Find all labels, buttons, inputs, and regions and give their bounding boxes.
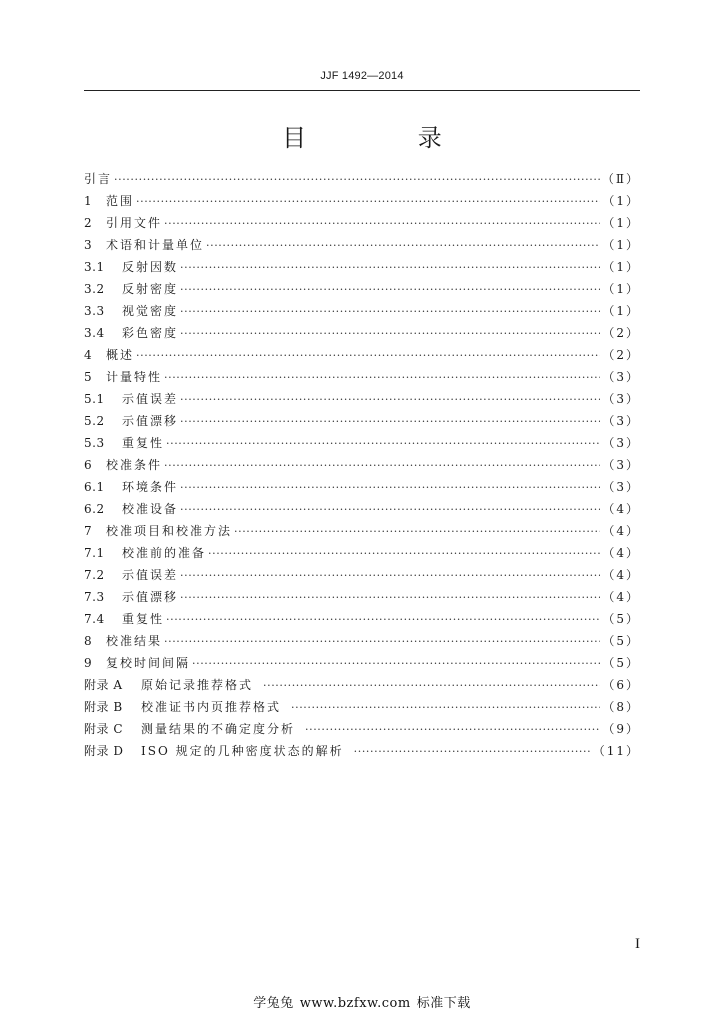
toc-entry-page: （9） bbox=[602, 722, 640, 736]
toc-entry-label: 校准项目和校准方法 bbox=[106, 524, 233, 538]
toc-entry-number: 5.2 bbox=[84, 414, 105, 428]
toc-entry-page: （4） bbox=[602, 502, 640, 516]
toc-entry-label: 校准前的准备 bbox=[122, 546, 207, 560]
toc-dot-leader bbox=[180, 499, 600, 521]
toc-entry[interactable] bbox=[84, 564, 640, 586]
toc-dot-leader bbox=[206, 235, 600, 257]
toc-entry[interactable] bbox=[84, 630, 640, 652]
toc-entry[interactable] bbox=[84, 454, 640, 476]
toc-dot-leader bbox=[180, 301, 600, 323]
toc-dot-leader bbox=[180, 587, 600, 609]
toc-entry-label: 重复性 bbox=[122, 436, 165, 450]
toc-entry-label: 环境条件 bbox=[122, 480, 179, 494]
toc-entry-number: 6.1 bbox=[84, 480, 105, 494]
toc-entry[interactable] bbox=[84, 520, 640, 542]
toc-entry-page: （1） bbox=[602, 304, 640, 318]
toc-dot-leader bbox=[291, 697, 600, 719]
toc-dot-leader bbox=[180, 257, 600, 279]
toc-entry-number: 5.1 bbox=[84, 392, 105, 406]
toc-entry[interactable] bbox=[84, 366, 640, 388]
toc-entry-label: 术语和计量单位 bbox=[106, 238, 205, 252]
toc-entry-label: 重复性 bbox=[122, 612, 165, 626]
watermark bbox=[0, 992, 724, 1011]
toc-entry[interactable] bbox=[84, 410, 640, 432]
toc-entry-label: 反射因数 bbox=[122, 260, 179, 274]
toc-entry-page: （4） bbox=[602, 546, 640, 560]
toc-entry-label: 示值误差 bbox=[122, 568, 179, 582]
toc-entry[interactable] bbox=[84, 212, 640, 234]
toc-entry-number: 4 bbox=[84, 348, 93, 362]
document-code-header: JJF 1492—2014 bbox=[320, 70, 404, 82]
toc-dot-leader bbox=[180, 389, 600, 411]
toc-entry-label: 原始记录推荐格式 bbox=[141, 678, 254, 692]
toc-dot-leader bbox=[164, 213, 600, 235]
toc-entry-label: 引言 bbox=[84, 172, 113, 186]
toc-entry-page: （2） bbox=[602, 348, 640, 362]
toc-dot-leader bbox=[305, 719, 600, 741]
toc-entry-page: （1） bbox=[602, 260, 640, 274]
toc-dot-leader bbox=[180, 323, 600, 345]
toc-entry-page: （1） bbox=[602, 216, 640, 230]
table-of-contents bbox=[84, 168, 640, 762]
toc-entry[interactable] bbox=[84, 190, 640, 212]
toc-entry-number: 3 bbox=[84, 238, 93, 252]
header-rule bbox=[84, 90, 640, 91]
toc-entry[interactable] bbox=[84, 278, 640, 300]
toc-entry[interactable] bbox=[84, 718, 640, 740]
toc-entry[interactable] bbox=[84, 740, 640, 762]
toc-entry[interactable] bbox=[84, 498, 640, 520]
toc-entry-label: 示值误差 bbox=[122, 392, 179, 406]
toc-dot-leader bbox=[192, 653, 600, 675]
toc-entry-page: （3） bbox=[602, 480, 640, 494]
toc-entry-number: 7.3 bbox=[84, 590, 105, 604]
toc-entry-number: 3.1 bbox=[84, 260, 105, 274]
toc-entry-page: （Ⅱ） bbox=[601, 172, 640, 186]
toc-entry-label: 校准证书内页推荐格式 bbox=[141, 700, 282, 714]
toc-dot-leader bbox=[136, 191, 600, 213]
toc-dot-leader bbox=[180, 477, 600, 499]
toc-entry-page: （3） bbox=[602, 458, 640, 472]
toc-entry-page: （3） bbox=[602, 436, 640, 450]
toc-dot-leader bbox=[164, 455, 600, 477]
toc-entry[interactable] bbox=[84, 432, 640, 454]
toc-entry-label: 视觉密度 bbox=[122, 304, 179, 318]
toc-entry-label: 校准结果 bbox=[106, 634, 163, 648]
toc-entry-number: 3.2 bbox=[84, 282, 105, 296]
toc-entry-label: 校准条件 bbox=[106, 458, 163, 472]
toc-entry-label: 反射密度 bbox=[122, 282, 179, 296]
toc-entry[interactable] bbox=[84, 652, 640, 674]
toc-entry-number: 3.4 bbox=[84, 326, 105, 340]
toc-dot-leader bbox=[166, 433, 600, 455]
toc-entry-label: ISO 规定的几种密度状态的解析 bbox=[141, 744, 344, 758]
toc-entry[interactable] bbox=[84, 586, 640, 608]
toc-dot-leader bbox=[180, 411, 600, 433]
toc-entry[interactable] bbox=[84, 344, 640, 366]
toc-entry-number: 附录 C bbox=[84, 722, 123, 736]
toc-dot-leader bbox=[136, 345, 600, 367]
toc-dot-leader bbox=[114, 169, 600, 191]
toc-entry[interactable] bbox=[84, 696, 640, 718]
toc-entry-number: 附录 B bbox=[84, 700, 123, 714]
toc-entry-label: 校准设备 bbox=[122, 502, 179, 516]
toc-entry-page: （2） bbox=[602, 326, 640, 340]
toc-entry-number: 1 bbox=[84, 194, 93, 208]
toc-entry-page: （4） bbox=[602, 590, 640, 604]
toc-entry-page: （5） bbox=[602, 634, 640, 648]
toc-entry-label: 概述 bbox=[106, 348, 135, 362]
watermark-left-text: 学兔兔 bbox=[253, 996, 294, 1011]
toc-dot-leader bbox=[164, 367, 600, 389]
toc-entry[interactable] bbox=[84, 476, 640, 498]
toc-dot-leader bbox=[354, 741, 591, 763]
toc-entry[interactable] bbox=[84, 234, 640, 256]
toc-entry-number: 5.3 bbox=[84, 436, 105, 450]
toc-entry-page: （5） bbox=[602, 656, 640, 670]
watermark-right-text: 标准下载 bbox=[416, 996, 471, 1011]
toc-entry-number: 3.3 bbox=[84, 304, 105, 318]
toc-entry-label: 测量结果的不确定度分析 bbox=[141, 722, 296, 736]
toc-entry-page: （4） bbox=[602, 568, 640, 582]
toc-dot-leader bbox=[166, 609, 600, 631]
toc-entry-page: （4） bbox=[602, 524, 640, 538]
toc-entry-label: 示值漂移 bbox=[122, 414, 179, 428]
toc-entry-number: 7.1 bbox=[84, 546, 105, 560]
toc-entry-number: 5 bbox=[84, 370, 93, 384]
toc-entry-label: 计量特性 bbox=[106, 370, 163, 384]
toc-entry-number: 6 bbox=[84, 458, 93, 472]
toc-entry-page: （1） bbox=[602, 282, 640, 296]
toc-entry[interactable] bbox=[84, 168, 640, 190]
toc-dot-leader bbox=[180, 279, 600, 301]
toc-dot-leader bbox=[263, 675, 600, 697]
toc-entry-number: 附录 A bbox=[84, 678, 123, 692]
toc-entry-page: （3） bbox=[602, 414, 640, 428]
toc-dot-leader bbox=[208, 543, 600, 565]
toc-entry-page: （3） bbox=[602, 370, 640, 384]
toc-entry-page: （1） bbox=[602, 238, 640, 252]
toc-entry-page: （8） bbox=[602, 700, 640, 714]
toc-entry[interactable] bbox=[84, 256, 640, 278]
toc-entry-number: 8 bbox=[84, 634, 93, 648]
toc-entry-number: 6.2 bbox=[84, 502, 105, 516]
toc-entry-number: 9 bbox=[84, 656, 93, 670]
toc-dot-leader bbox=[234, 521, 600, 543]
toc-entry-number: 7 bbox=[84, 524, 93, 538]
toc-entry-page: （6） bbox=[602, 678, 640, 692]
page-number: I bbox=[635, 936, 640, 952]
toc-entry-number: 附录 D bbox=[84, 744, 124, 758]
toc-entry[interactable] bbox=[84, 322, 640, 344]
toc-entry[interactable] bbox=[84, 608, 640, 630]
toc-entry-number: 2 bbox=[84, 216, 93, 230]
toc-dot-leader bbox=[164, 631, 600, 653]
toc-entry[interactable] bbox=[84, 388, 640, 410]
toc-dot-leader bbox=[180, 565, 600, 587]
toc-title: 目 录 bbox=[282, 124, 494, 152]
watermark-site-text: www.bzfxw.com bbox=[299, 996, 411, 1011]
toc-entry-page: （1） bbox=[602, 194, 640, 208]
toc-entry-label: 彩色密度 bbox=[122, 326, 179, 340]
toc-entry-number: 7.2 bbox=[84, 568, 105, 582]
toc-entry-label: 示值漂移 bbox=[122, 590, 179, 604]
toc-entry-label: 复校时间间隔 bbox=[106, 656, 191, 670]
toc-entry[interactable] bbox=[84, 300, 640, 322]
toc-entry-page: （11） bbox=[592, 744, 640, 758]
toc-entry[interactable] bbox=[84, 542, 640, 564]
toc-entry-label: 范围 bbox=[106, 194, 135, 208]
toc-entry[interactable] bbox=[84, 674, 640, 696]
toc-entry-page: （5） bbox=[602, 612, 640, 626]
toc-entry-number: 7.4 bbox=[84, 612, 105, 626]
toc-entry-page: （3） bbox=[602, 392, 640, 406]
toc-entry-label: 引用文件 bbox=[106, 216, 163, 230]
